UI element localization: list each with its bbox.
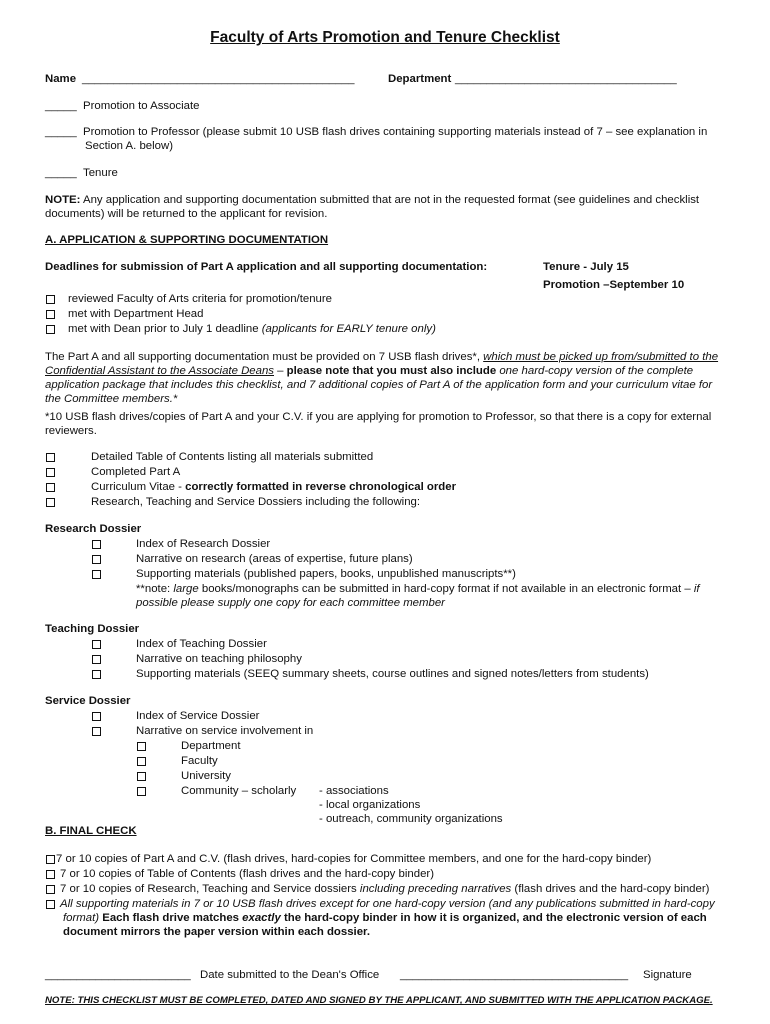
note-label: NOTE: xyxy=(45,194,81,206)
teaching-heading: Teaching Dossier xyxy=(45,623,140,635)
doc-item-toc: Detailed Table of Contents listing all materials submitted xyxy=(91,451,374,463)
checkbox[interactable] xyxy=(46,468,55,477)
service-sub-item: Faculty xyxy=(181,755,218,767)
checkbox[interactable] xyxy=(137,787,146,796)
checkbox[interactable] xyxy=(137,757,146,766)
para1-line-1 xyxy=(45,350,718,364)
department-label: Department xyxy=(388,73,452,85)
checkbox[interactable] xyxy=(46,310,55,319)
final-match: Each flash drive matches xyxy=(102,912,243,924)
checkbox[interactable] xyxy=(46,453,55,462)
checkbox[interactable] xyxy=(46,325,55,334)
service-sub-item: University xyxy=(181,770,232,782)
community-detail: - outreach, community organizations xyxy=(319,813,503,825)
checkbox[interactable] xyxy=(92,640,101,649)
professor-label-cont: Section A. below) xyxy=(85,140,174,152)
associate-label: Promotion to Associate xyxy=(83,100,200,112)
final-item-materials: All supporting materials in 7 or 10 USB flash drives except for one hard-copy version (and any publications submitted in hard-copy xyxy=(60,898,715,910)
final-item-dossiers-italic: including preceding narratives xyxy=(359,883,512,895)
final-item-materials-line-2 xyxy=(63,911,707,925)
service-sub-item: Department xyxy=(181,740,241,752)
final-item-dossiers-text: 7 or 10 copies of Research, Teaching and Service dossiers xyxy=(60,883,360,895)
para1-submit-note: which must be picked up from/submitted to the xyxy=(483,351,719,363)
section-b-heading: B. FINAL CHECK xyxy=(45,825,137,837)
para1-dash: – xyxy=(274,365,287,377)
checkbox[interactable] xyxy=(92,655,101,664)
checkbox[interactable] xyxy=(46,295,55,304)
research-note-c: books/monographs can be submitted in hard-copy format if not available in an electronic format – xyxy=(198,583,694,595)
pre-item-dept-head: met with Department Head xyxy=(68,308,204,320)
doc-item-cv xyxy=(91,480,456,494)
service-item: Index of Service Dossier xyxy=(136,710,260,722)
research-item: Narrative on research (areas of expertise, future plans) xyxy=(136,553,413,565)
research-note-line-2: possible please supply one copy for each committee member xyxy=(136,597,445,609)
research-note-b: large xyxy=(173,583,199,595)
checkbox[interactable] xyxy=(137,772,146,781)
page-title: Faculty of Arts Promotion and Tenure Checklist xyxy=(210,29,560,46)
signature-field[interactable]: ____________________________________ xyxy=(400,969,629,981)
teaching-item: Supporting materials (SEEQ summary sheets, course outlines and signed notes/letters from students) xyxy=(136,668,649,680)
checkbox[interactable] xyxy=(46,870,55,879)
checkbox[interactable] xyxy=(92,727,101,736)
doc-item-dossiers: Research, Teaching and Service Dossiers including the following: xyxy=(91,496,421,508)
name-label: Name xyxy=(45,73,77,85)
community-detail: - associations xyxy=(319,785,389,797)
final-item-dossiers xyxy=(60,882,709,896)
teaching-item: Index of Teaching Dossier xyxy=(136,638,267,650)
para1-line-2 xyxy=(45,364,693,378)
professor-label: Promotion to Professor (please submit 10 USB flash drives containing supporting materials instead of 7 – see explanation in xyxy=(83,126,708,138)
service-sub-item: Community – scholarly xyxy=(181,785,297,797)
research-item: Supporting materials (published papers, books, unpublished manuscripts**) xyxy=(136,568,516,580)
final-match-tail: the hard-copy binder in how it is organized, and the electronic version of each xyxy=(280,912,707,924)
professor-blank[interactable]: _____ xyxy=(45,126,77,138)
para2-line-2: reviewers. xyxy=(45,425,97,437)
para1-italic: one hard-copy version of the complete xyxy=(496,365,694,377)
para1-text: The Part A and all supporting documentation must be provided on 7 USB flash drives*, xyxy=(45,351,484,363)
checkbox[interactable] xyxy=(46,483,55,492)
tenure-deadline: Tenure - July 15 xyxy=(543,261,629,273)
cv-label: Curriculum Vitae - xyxy=(91,481,186,493)
checkbox[interactable] xyxy=(46,498,55,507)
cv-format-note: correctly formatted in reverse chronological order xyxy=(185,481,457,493)
footer-note: NOTE: THIS CHECKLIST MUST BE COMPLETED, DATED AND SIGNED BY THE APPLICANT, AND SUBMITTED WITH THE APPLICATION PACKAGE. xyxy=(45,995,713,1006)
research-heading: Research Dossier xyxy=(45,523,142,535)
para1-bold: please note that you must also include xyxy=(286,365,497,377)
signature-label: Signature xyxy=(643,969,692,981)
tenure-blank[interactable]: _____ xyxy=(45,167,77,179)
checkbox[interactable] xyxy=(92,670,101,679)
final-item-part-a: 7 or 10 copies of Part A and C.V. (flash drives, hard-copies for Committee members, and one for the hard-copy binder) xyxy=(56,853,652,865)
checkbox[interactable] xyxy=(92,712,101,721)
checkbox[interactable] xyxy=(92,540,101,549)
para2-line-1: *10 USB flash drives/copies of Part A and your C.V. if you are applying for promotion to Professor, so that there is a copy for external xyxy=(45,411,712,423)
final-item-materials-line-3: document mirrors the paper version within each dossier. xyxy=(63,926,370,938)
teaching-item: Narrative on teaching philosophy xyxy=(136,653,302,665)
community-detail: - local organizations xyxy=(319,799,421,811)
checkbox[interactable] xyxy=(46,855,55,864)
pre-item-dean xyxy=(68,322,436,336)
department-field[interactable]: ___________________________________ xyxy=(455,73,677,85)
research-note-a: **note: xyxy=(136,583,174,595)
final-item-toc: 7 or 10 copies of Table of Contents (flash drives and the hard-copy binder) xyxy=(60,868,434,880)
final-format: format) xyxy=(63,912,103,924)
name-field[interactable]: ___________________________________________ xyxy=(82,73,355,85)
checkbox[interactable] xyxy=(92,555,101,564)
promotion-deadline: Promotion –September 10 xyxy=(543,279,685,291)
para1-line-3: application package that includes this checklist, and 7 additional copies of Part A of the application form and your curriculum vitae for xyxy=(45,379,713,391)
note-line-2: documents) will be returned to the applicant for revision. xyxy=(45,208,328,220)
pre-item-dean-text: met with Dean prior to July 1 deadline xyxy=(68,323,262,335)
doc-item-part-a: Completed Part A xyxy=(91,466,181,478)
checkbox[interactable] xyxy=(46,885,55,894)
final-exactly: exactly xyxy=(242,912,281,924)
section-a-heading: A. APPLICATION & SUPPORTING DOCUMENTATION xyxy=(45,234,329,246)
para1-line-4: the Committee members.* xyxy=(45,393,178,405)
service-item: Narrative on service involvement in xyxy=(136,725,314,737)
note-text xyxy=(45,193,699,207)
tenure-label: Tenure xyxy=(83,167,118,179)
final-item-dossiers-tail: (flash drives and the hard-copy binder) xyxy=(511,883,710,895)
date-label: Date submitted to the Dean's Office xyxy=(200,969,380,981)
pre-item-criteria: reviewed Faculty of Arts criteria for promotion/tenure xyxy=(68,293,332,305)
research-item: Index of Research Dossier xyxy=(136,538,271,550)
pre-item-dean-note: (applicants for EARLY tenure only) xyxy=(261,323,436,335)
note-line-1: Any application and supporting documentation submitted that are not in the requested format (see guidelines and checklist xyxy=(80,194,700,206)
checkbox[interactable] xyxy=(137,742,146,751)
associate-blank[interactable]: _____ xyxy=(45,100,77,112)
date-field[interactable]: _______________________ xyxy=(45,969,191,981)
research-note xyxy=(136,582,700,596)
service-heading: Service Dossier xyxy=(45,695,131,707)
research-note-d: if xyxy=(693,583,700,595)
para1-assistant: Confidential Assistant to the Associate Deans xyxy=(45,365,274,377)
checkbox[interactable] xyxy=(46,900,55,909)
deadlines-label: Deadlines for submission of Part A application and all supporting documentation: xyxy=(45,261,488,273)
checkbox[interactable] xyxy=(92,570,101,579)
